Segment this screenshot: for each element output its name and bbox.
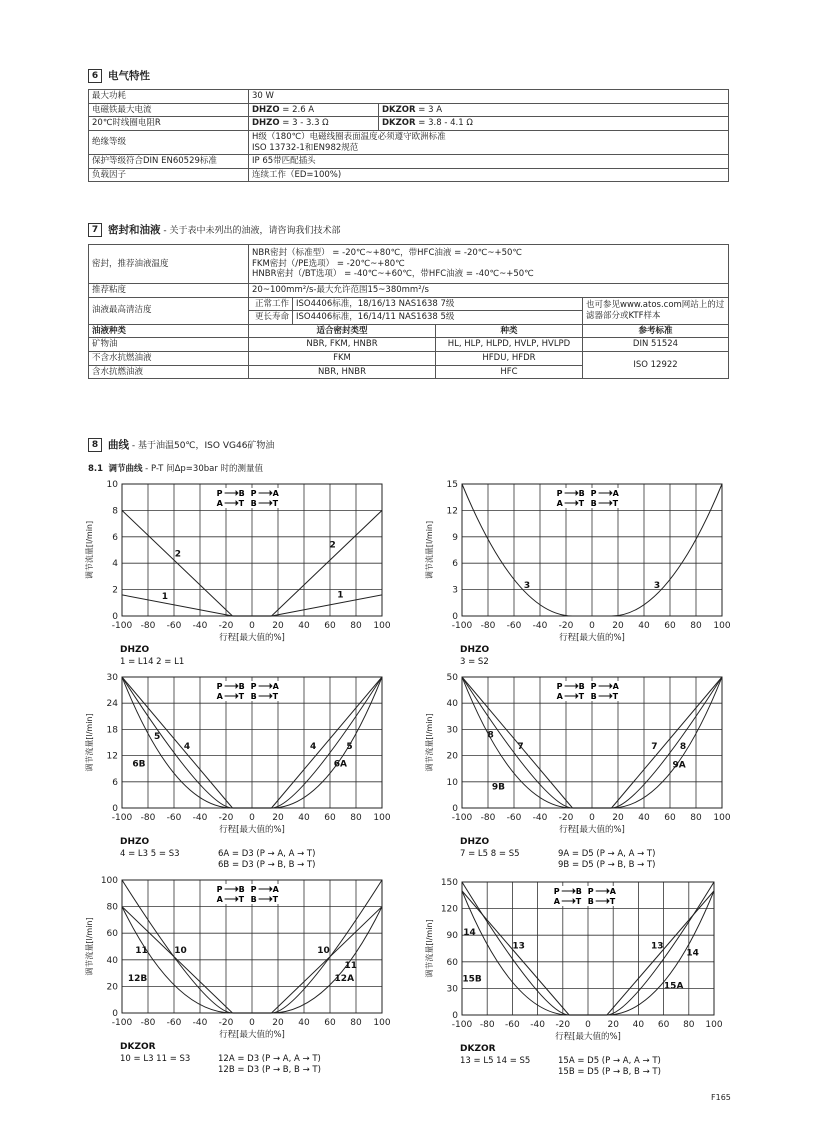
- chart-1: [82, 478, 392, 674]
- symbol-text: A: [612, 682, 619, 691]
- chart-legend: 12A = D3 (P → A, A → T): [218, 1054, 321, 1064]
- section-number: 7: [88, 223, 102, 237]
- y-tick-label: 20: [106, 982, 118, 993]
- symbol-text: A: [216, 692, 223, 701]
- table-row: 含水抗燃油液 NBR, HNBR HFC: [89, 365, 729, 379]
- series-line: [272, 677, 383, 808]
- curve-label: 2: [329, 540, 336, 551]
- y-tick-label: 10: [106, 480, 118, 490]
- x-tick-label: -80: [140, 1018, 156, 1028]
- symbol-text: A: [612, 489, 619, 498]
- x-tick-label: -100: [451, 1020, 473, 1030]
- chart-model: DKZOR: [460, 1044, 496, 1054]
- x-tick-label: -80: [480, 813, 496, 823]
- curve-label: 9A: [672, 760, 686, 771]
- y-tick-label: 30: [446, 984, 458, 995]
- symbol-text: B: [587, 897, 594, 906]
- y-tick-label: 40: [446, 699, 458, 710]
- y-tick-label: 40: [106, 955, 118, 966]
- x-tick-label: -20: [218, 621, 234, 631]
- y-tick-label: 80: [106, 902, 118, 913]
- table-row: 保护等级符合DIN EN60529标准 IP 65带匹配插头: [89, 155, 729, 169]
- x-tick-label: 20: [612, 813, 624, 823]
- symbol-text: P: [216, 489, 223, 498]
- x-tick-label: 100: [713, 621, 731, 631]
- y-tick-label: 6: [112, 777, 118, 788]
- page-number: F165: [711, 1093, 731, 1102]
- symbol-text: A: [609, 887, 616, 896]
- symbol-text: B: [238, 682, 245, 691]
- x-tick-label: 40: [638, 621, 650, 631]
- chart-legend: 12B = D3 (P → B, B → T): [218, 1065, 321, 1075]
- y-tick-label: 20: [446, 751, 458, 762]
- y-axis-label: 调节流量[l/min]: [85, 713, 94, 772]
- x-tick-label: 40: [638, 813, 650, 823]
- plot-area: [424, 673, 731, 870]
- chart-model: DHZO: [120, 645, 150, 655]
- flow-symbol: [556, 681, 586, 701]
- symbol-text: A: [556, 692, 563, 701]
- table-row: 绝缘等级 H级（180℃）电磁线圈表面温度必须遵守欧洲标准 ISO 13732-1和EN982规范: [89, 130, 729, 154]
- table-row: 电磁铁最大电流 DHZO = 2.6 A DKZOR = 3 A: [89, 103, 729, 117]
- curve-label: 1: [161, 591, 169, 602]
- x-tick-label: -20: [218, 813, 234, 823]
- curve-label: 11: [344, 960, 358, 971]
- series-line: [612, 677, 723, 808]
- x-tick-label: -60: [506, 621, 522, 631]
- x-tick-label: 60: [664, 621, 676, 631]
- symbol-text: B: [238, 489, 245, 498]
- x-tick-label: 100: [373, 813, 391, 823]
- x-tick-label: -60: [505, 1020, 520, 1030]
- plot-area: [84, 480, 391, 667]
- table-row: 20℃时线圈电阻R DHZO = 3 - 3.3 Ω DKZOR = 3.8 - 4.1 Ω: [89, 117, 729, 131]
- x-tick-label: 80: [690, 813, 702, 823]
- symbol-text: B: [250, 895, 257, 904]
- chart-6: [422, 876, 724, 1077]
- x-tick-label: -100: [111, 621, 133, 631]
- symbol-text: P: [587, 887, 594, 896]
- y-axis-label: 调节流量[l/min]: [425, 919, 434, 978]
- x-tick-label: 100: [705, 1020, 723, 1030]
- y-tick-label: 100: [100, 876, 118, 886]
- curve-label: 7: [651, 742, 658, 753]
- x-tick-label: 0: [589, 621, 595, 631]
- subsection-8-1-title: 8.1 调节曲线 - P-T 间Δp=30bar 时的测量值: [88, 464, 264, 474]
- flow-symbol: [590, 681, 620, 701]
- curve-label: 4: [183, 742, 191, 753]
- fluids-table: [88, 244, 729, 379]
- x-tick-label: -80: [140, 813, 156, 823]
- flow-symbol: [250, 884, 280, 904]
- chart-legend: 9B = D5 (P → B, B → T): [558, 860, 656, 870]
- symbol-text: P: [590, 489, 597, 498]
- x-tick-label: 80: [690, 621, 702, 631]
- x-tick-label: 20: [272, 813, 284, 823]
- chart-legend: 10 = L3 11 = S3: [120, 1054, 191, 1064]
- x-tick-label: -60: [166, 813, 182, 823]
- symbol-text: B: [250, 499, 257, 508]
- x-axis-label: 行程[最大值的%]: [559, 825, 625, 835]
- section-number: 6: [88, 69, 102, 83]
- curve-label: 8: [679, 742, 687, 753]
- y-tick-label: 30: [106, 673, 118, 683]
- symbol-text: P: [250, 682, 257, 691]
- y-tick-label: 30: [446, 725, 458, 736]
- x-tick-label: 40: [298, 1018, 310, 1028]
- curve-label: 8: [487, 730, 494, 741]
- chart-legend: 7 = L5 8 = S5: [460, 849, 520, 859]
- y-tick-label: 0: [112, 804, 118, 814]
- y-tick-label: 0: [112, 1009, 118, 1019]
- symbol-text: T: [238, 692, 245, 701]
- symbol-text: A: [216, 499, 223, 508]
- x-tick-label: -40: [530, 1020, 545, 1030]
- x-axis-label: 行程[最大值的%]: [219, 633, 285, 643]
- x-tick-label: 20: [612, 621, 624, 631]
- y-tick-label: 60: [446, 957, 458, 968]
- y-tick-label: 0: [452, 804, 458, 814]
- y-axis-label: 调节流量[l/min]: [425, 520, 434, 580]
- symbol-text: T: [575, 897, 582, 906]
- chart-model: DHZO: [120, 837, 150, 847]
- curve-label: 9B: [491, 782, 505, 793]
- symbol-text: P: [556, 682, 563, 691]
- symbol-text: T: [272, 692, 279, 701]
- curve-label: 3: [653, 580, 661, 591]
- symbol-text: A: [272, 489, 279, 498]
- curve-label: 7: [517, 742, 524, 753]
- x-tick-label: 0: [249, 621, 255, 631]
- flow-symbol: [250, 681, 280, 701]
- x-tick-label: 0: [589, 813, 595, 823]
- flow-symbol: [216, 884, 246, 904]
- x-tick-label: -40: [532, 621, 548, 631]
- x-tick-label: 80: [350, 621, 362, 631]
- x-axis-label: 行程[最大值的%]: [559, 633, 625, 643]
- chart-legend: 15A = D5 (P → A, A → T): [558, 1056, 661, 1066]
- symbol-text: B: [590, 692, 597, 701]
- y-tick-label: 18: [106, 725, 118, 736]
- y-tick-label: 0: [112, 612, 118, 622]
- y-tick-label: 24: [106, 699, 118, 710]
- symbol-text: T: [578, 499, 585, 508]
- chart-legend: 13 = L5 14 = S5: [460, 1056, 531, 1066]
- curve-label: 12A: [334, 974, 355, 985]
- curve-label: 13: [651, 941, 664, 952]
- table-row: 密封，推荐油液温度 NBR密封（标准型） = -20℃~+80℃，带HFC油液 = -20℃~+50℃ FKM密封（/PE选项） = -20℃~+80℃ HNBR密封（/BT选项） = -40℃~+60℃，带HFC油液 = -40℃~+50℃: [89, 245, 729, 284]
- symbol-text: B: [590, 499, 597, 508]
- x-tick-label: 100: [373, 621, 391, 631]
- x-tick-label: -40: [192, 621, 208, 631]
- x-tick-label: -20: [558, 621, 574, 631]
- chart-legend: 9A = D5 (P → A, A → T): [558, 849, 656, 859]
- section-title: 电气特性: [108, 70, 150, 82]
- y-axis-label: 调节流量[l/min]: [85, 520, 94, 580]
- curve-label: 5: [346, 742, 353, 753]
- y-tick-label: 90: [446, 931, 458, 942]
- series-line: [122, 595, 233, 616]
- x-tick-label: 100: [713, 813, 731, 823]
- curve-label: 6B: [132, 759, 146, 770]
- symbol-text: A: [272, 885, 279, 894]
- curve-label: 10: [317, 946, 330, 957]
- y-tick-label: 12: [106, 751, 118, 762]
- x-axis-label: 行程[最大值的%]: [219, 825, 285, 835]
- chart-model: DHZO: [460, 837, 490, 847]
- curve-label: 14: [463, 928, 476, 939]
- x-tick-label: 0: [249, 813, 255, 823]
- electrical-table: [88, 89, 729, 182]
- symbol-text: B: [578, 489, 585, 498]
- section-title: 曲线 - 基于油温50℃，ISO VG46矿物油: [108, 439, 275, 451]
- curve-label: 1: [337, 590, 344, 601]
- curve-label: 5: [153, 732, 161, 743]
- symbol-text: A: [556, 499, 563, 508]
- y-tick-label: 12: [446, 506, 458, 517]
- x-tick-label: -80: [479, 1020, 495, 1030]
- curve-label: 11: [135, 946, 148, 957]
- y-tick-label: 8: [112, 506, 118, 517]
- x-tick-label: -80: [140, 621, 156, 631]
- y-tick-label: 120: [440, 904, 458, 915]
- symbol-text: B: [578, 682, 585, 691]
- symbol-text: P: [216, 885, 223, 894]
- x-tick-label: 80: [683, 1020, 695, 1030]
- curve-label: 4: [309, 742, 317, 753]
- series-line: [462, 891, 569, 1015]
- x-tick-label: 60: [657, 1020, 670, 1030]
- x-tick-label: 40: [298, 813, 310, 823]
- chart-legend: 6A = D3 (P → A, A → T): [218, 849, 316, 859]
- symbol-text: T: [612, 692, 619, 701]
- curve-label: 12B: [127, 974, 148, 985]
- chart-legend: 4 = L3 5 = S3: [120, 849, 180, 859]
- section-number: 8: [88, 438, 102, 452]
- symbol-text: P: [553, 887, 560, 896]
- curve-label: 15B: [462, 974, 482, 985]
- flow-symbol: [553, 886, 583, 906]
- chart-5: [82, 874, 392, 1075]
- x-tick-label: 100: [373, 1018, 391, 1028]
- x-tick-label: 0: [585, 1020, 591, 1030]
- y-axis-label: 调节流量[l/min]: [85, 917, 94, 976]
- symbol-text: T: [272, 499, 279, 508]
- y-tick-label: 60: [106, 929, 118, 940]
- y-tick-label: 2: [112, 585, 118, 596]
- x-tick-label: -60: [166, 621, 182, 631]
- curve-label: 6A: [333, 759, 348, 770]
- symbol-text: T: [609, 897, 616, 906]
- x-tick-label: -60: [506, 813, 522, 823]
- curve-label: 10: [174, 946, 187, 957]
- table-row: 不含水抗燃油液 FKM HFDU, HFDR ISO 12922: [89, 352, 729, 366]
- y-tick-label: 50: [446, 673, 458, 683]
- x-tick-label: 40: [298, 621, 310, 631]
- table-row: 矿物油 NBR, FKM, HNBR HL, HLP, HLPD, HVLP, HVLPD DIN 51524: [89, 338, 729, 352]
- curve-label: 13: [512, 941, 525, 952]
- x-tick-label: 60: [324, 1018, 336, 1028]
- x-tick-label: 40: [632, 1020, 645, 1030]
- x-tick-label: -40: [532, 813, 548, 823]
- symbol-text: B: [575, 887, 582, 896]
- chart-4: [422, 671, 732, 870]
- y-tick-label: 15: [446, 480, 458, 490]
- plot-area: [424, 480, 731, 667]
- symbol-text: P: [250, 885, 257, 894]
- y-tick-label: 6: [452, 559, 458, 570]
- symbol-text: A: [553, 897, 560, 906]
- symbol-text: A: [216, 895, 223, 904]
- symbol-text: A: [272, 682, 279, 691]
- section-title: 密封和油液 - 关于表中未列出的油液，请咨询我们技术部: [108, 224, 341, 236]
- symbol-text: B: [238, 885, 245, 894]
- x-tick-label: -60: [166, 1018, 182, 1028]
- y-tick-label: 10: [446, 777, 458, 788]
- symbol-text: B: [250, 692, 257, 701]
- x-axis-label: 行程[最大值的%]: [219, 1030, 285, 1040]
- flow-symbol: [250, 488, 280, 508]
- table-row: 最大功耗 30 W: [89, 90, 729, 104]
- symbol-text: P: [250, 489, 257, 498]
- y-tick-label: 6: [112, 532, 118, 543]
- plot-area: [424, 878, 723, 1077]
- chart-model: DKZOR: [120, 1042, 156, 1052]
- y-tick-label: 3: [452, 585, 458, 596]
- chart-legend: 15B = D5 (P → B, B → T): [558, 1067, 661, 1077]
- section-8-header: [88, 437, 274, 452]
- x-tick-label: 60: [664, 813, 676, 823]
- x-tick-label: 80: [350, 813, 362, 823]
- section-6-header: [88, 68, 150, 83]
- symbol-text: P: [556, 489, 563, 498]
- x-tick-label: -100: [111, 813, 133, 823]
- x-tick-label: -40: [192, 1018, 208, 1028]
- flow-symbol: [587, 886, 617, 906]
- chart-model: DHZO: [460, 645, 490, 655]
- symbol-text: T: [612, 499, 619, 508]
- chart-2: [422, 478, 732, 674]
- y-tick-label: 150: [440, 878, 458, 888]
- y-tick-label: 4: [112, 559, 118, 570]
- x-tick-label: -20: [558, 813, 574, 823]
- flow-symbol: [216, 681, 246, 701]
- table-row: 负载因子 连续工作（ED=100%): [89, 168, 729, 182]
- x-tick-label: 0: [249, 1018, 255, 1028]
- flow-symbol: [590, 488, 620, 508]
- curve-label: 15A: [663, 981, 684, 992]
- chart-3: [82, 671, 392, 870]
- x-tick-label: 20: [607, 1020, 619, 1030]
- section-7-header: [88, 222, 340, 237]
- symbol-text: T: [578, 692, 585, 701]
- symbol-text: T: [238, 499, 245, 508]
- x-tick-label: -100: [111, 1018, 133, 1028]
- x-tick-label: -40: [192, 813, 208, 823]
- x-tick-label: 80: [350, 1018, 362, 1028]
- chart-legend: 1 = L14 2 = L1: [120, 657, 185, 667]
- x-tick-label: -100: [451, 813, 473, 823]
- x-tick-label: 20: [272, 621, 284, 631]
- table-row: 更长寿命 ISO4406标准，16/14/11 NAS1638 5级: [89, 311, 729, 325]
- plot-area: [84, 876, 391, 1075]
- x-tick-label: 20: [272, 1018, 284, 1028]
- curve-label: 3: [523, 580, 531, 591]
- x-tick-label: 60: [324, 813, 336, 823]
- symbol-text: T: [272, 895, 279, 904]
- x-tick-label: -80: [480, 621, 496, 631]
- x-tick-label: 60: [324, 621, 336, 631]
- flow-symbol: [556, 488, 586, 508]
- table-header-row: 油液种类 适合密封类型 种类 参考标准: [89, 324, 729, 338]
- chart-legend: 3 = S2: [460, 657, 489, 667]
- x-tick-label: -20: [555, 1020, 571, 1030]
- table-row: 推荐粘度 20~100mm²/s-最大允许范围15~380mm²/s: [89, 283, 729, 297]
- flow-symbol: [216, 488, 246, 508]
- symbol-text: P: [216, 682, 223, 691]
- y-tick-label: 0: [452, 1011, 458, 1021]
- y-tick-label: 9: [452, 532, 458, 543]
- chart-legend: 6B = D3 (P → B, B → T): [218, 860, 316, 870]
- curve-label: 14: [686, 948, 699, 959]
- table-row: 油液最高清洁度 正常工作 ISO4406标准，18/16/13 NAS1638 7级 也可参见www.atos.com网站上的过滤器部分或KTF样本: [89, 297, 729, 311]
- curve-label: 2: [174, 549, 182, 560]
- symbol-text: P: [590, 682, 597, 691]
- x-axis-label: 行程[最大值的%]: [555, 1032, 621, 1042]
- x-tick-label: -100: [451, 621, 473, 631]
- y-axis-label: 调节流量[l/min]: [425, 713, 434, 772]
- y-tick-label: 0: [452, 612, 458, 622]
- plot-area: [84, 673, 391, 870]
- series-line: [272, 595, 383, 616]
- symbol-text: T: [238, 895, 245, 904]
- x-tick-label: -20: [218, 1018, 234, 1028]
